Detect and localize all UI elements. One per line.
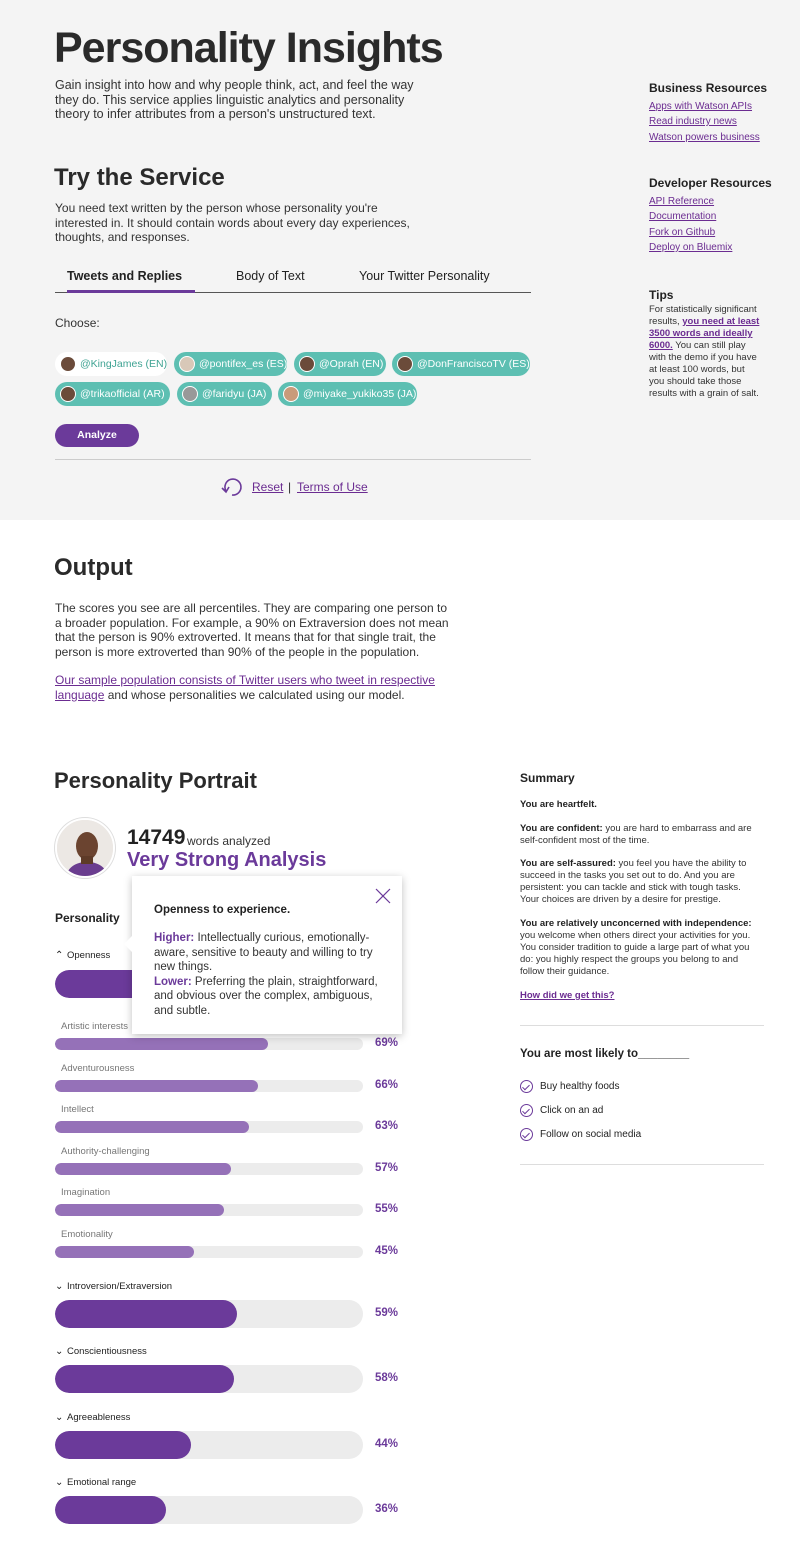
business-resources-title: Business Resources [649, 81, 768, 95]
likely-item [520, 1128, 641, 1141]
chip-faridyu[interactable] [177, 382, 272, 406]
words-analyzed-label: words analyzed [187, 834, 271, 848]
avatar [179, 356, 195, 372]
trait-header[interactable] [55, 1412, 130, 1423]
summary-heartfelt [520, 799, 760, 811]
facet-label: Intellect [61, 1104, 94, 1116]
chevron-down-icon: ⌄ [55, 1281, 64, 1292]
avatar [283, 386, 299, 402]
lower-label: Lower: [154, 975, 192, 988]
chevron-down-icon: ⌄ [55, 1476, 64, 1488]
check-circle-icon [520, 1080, 533, 1093]
facet-bar-fill [55, 1246, 194, 1258]
analysis-strength: Very Strong Analysis [127, 849, 327, 871]
trait-percent: 36% [375, 1502, 399, 1515]
facet-bar-fill [55, 1038, 268, 1050]
tab-tweets-and-replies[interactable]: Tweets and Replies [67, 269, 183, 283]
chip-miyake-yukiko35[interactable] [278, 382, 417, 406]
page-title: Personality Insights [54, 24, 443, 72]
chip-label: @DonFranciscoTV (ES) [417, 358, 530, 370]
trait-label: Agreeableness [67, 1411, 131, 1423]
facet-label: Artistic interests [61, 1021, 129, 1032]
output-description: The scores you see are all percentiles. They are comparing one person to a broader population. For example, a 90% on Extraversion does not mean that the person is 90% extroverted. It means that for that single trait, the person is more extroverted than 90% of the people in the population. [55, 601, 449, 659]
personality-portrait-title: Personality Portrait [54, 768, 257, 793]
reset-link[interactable]: Reset [252, 480, 284, 494]
facet-bar-fill [55, 1080, 258, 1092]
facet-bar[interactable] [55, 1163, 363, 1175]
avatar [55, 818, 115, 878]
summary-independence [520, 918, 760, 978]
trait-percent: 58% [375, 1372, 399, 1385]
chip-kingjames[interactable] [55, 352, 167, 376]
chip-label: @miyake_yukiko35 (JA) [303, 388, 417, 400]
chevron-up-icon: ⌃ [55, 950, 64, 961]
facet-bar[interactable] [55, 1121, 363, 1133]
trait-header[interactable] [55, 1281, 172, 1292]
summary-confident [520, 823, 760, 847]
summary-title: Summary [520, 771, 575, 785]
output-population-note [55, 673, 455, 702]
link-fork-on-github[interactable]: Fork on Github [649, 227, 716, 238]
trait-bar-fill [55, 1300, 237, 1328]
link-deploy-on-bluemix[interactable]: Deploy on Bluemix [649, 242, 733, 253]
facet-label: Emotionality [61, 1229, 113, 1240]
chip-label: @trikaofficial (AR) [80, 388, 165, 400]
avatar [299, 356, 315, 372]
tips-text [649, 304, 761, 400]
link-watson-powers-business[interactable]: Watson powers business [649, 132, 760, 143]
link-api-reference[interactable]: API Reference [649, 196, 715, 207]
trait-bar[interactable] [55, 1431, 363, 1459]
trait-bar[interactable] [55, 1365, 363, 1393]
trait-header[interactable] [55, 1346, 147, 1357]
population-note-rest: and whose personalities we calculated using our model. [104, 687, 405, 702]
words-count: 14749 [127, 826, 186, 849]
link-separator: | [288, 480, 292, 494]
facet-percent: 69% [375, 1037, 399, 1049]
facet-label: Adventurousness [61, 1062, 135, 1074]
chip-label: @KingJames (EN) [80, 358, 168, 370]
link-read-industry-news[interactable]: Read industry news [649, 116, 737, 127]
facet-percent: 63% [375, 1120, 399, 1133]
trait-bar-fill [55, 1365, 234, 1393]
summary-p1: You are heartfelt. [520, 799, 597, 810]
try-service-description: You need text written by the person whose personality you're interested in. It should contain words about every day experiences, thoughts, and responses. [55, 201, 410, 244]
chip-label: @faridyu (JA) [202, 388, 267, 400]
tips-pre: For statistically significant results, [649, 304, 757, 327]
facet-percent: 57% [375, 1161, 399, 1174]
close-icon[interactable] [375, 888, 391, 904]
personality-label: Personality [55, 911, 120, 925]
chip-donfranciscotv[interactable] [392, 352, 530, 376]
summary-p4-bold: You are relatively unconcerned with independence: [520, 918, 752, 929]
chip-label: @pontifex_es (ES) [199, 358, 288, 370]
summary-self-assured [520, 858, 760, 906]
avatar [397, 356, 413, 372]
trait-label: Conscientiousness [67, 1346, 147, 1358]
summary-p4: you welcome when others direct your activities for you. You consider tradition to guide a large part of what you do: you highly respect the groups you belong to and follow their guidance. [520, 930, 751, 977]
reset-icon[interactable] [220, 477, 244, 497]
divider [55, 459, 531, 460]
likely-label: Buy healthy foods [540, 1081, 620, 1093]
active-tab-indicator [67, 290, 195, 293]
most-likely-title: You are most likely to________ [520, 1048, 690, 1060]
trait-header-openness[interactable] [55, 950, 110, 961]
tips-post: You can still play with the demo if you have at least 100 words, but you should take those results with a grain of salt. [649, 340, 759, 399]
facet-bar-fill [55, 1121, 249, 1133]
trait-label: Introversion/Extraversion [67, 1281, 173, 1292]
link-documentation[interactable]: Documentation [649, 211, 717, 222]
facet-bar[interactable] [55, 1204, 363, 1216]
trait-label: Openness [67, 950, 111, 961]
likely-item [520, 1104, 603, 1117]
higher-text: Intellectually curious, emotionally-aware, sensitive to beauty and willing to try new things. [154, 932, 373, 973]
analyze-button[interactable]: Analyze [55, 424, 139, 447]
how-did-we-get-this-link[interactable]: How did we get this? [520, 990, 615, 1001]
divider [520, 1025, 764, 1026]
trait-percent: 44% [375, 1437, 399, 1450]
avatar [182, 386, 198, 402]
facet-percent: 55% [375, 1203, 399, 1216]
chip-label: @Oprah (EN) [319, 358, 384, 370]
trait-bar-fill [55, 1431, 191, 1459]
chip-trikaofficial[interactable] [55, 382, 170, 406]
try-service-title: Try the Service [54, 164, 225, 191]
facet-label: Authority-challenging [61, 1145, 150, 1157]
input-tabs [55, 262, 531, 293]
facet-label: Imagination [61, 1187, 111, 1199]
facet-bar[interactable] [55, 1246, 363, 1258]
sample-population-link[interactable]: Our sample population consists of Twitter users who tweet in respective language [55, 673, 435, 702]
trait-tooltip [132, 876, 402, 1034]
chip-oprah[interactable] [294, 352, 386, 376]
tips-title: Tips [649, 288, 674, 302]
trait-bar[interactable] [55, 1496, 363, 1524]
trait-percent: 59% [375, 1307, 399, 1319]
summary-p2-bold: You are confident: [520, 823, 603, 834]
tab-your-twitter-personality[interactable]: Your Twitter Personality [359, 269, 490, 283]
likely-item [520, 1080, 620, 1093]
trait-header[interactable] [55, 1477, 136, 1488]
lower-text: Preferring the plain, straightforward, and obvious over the complex, ambiguous, and subtle. [154, 975, 378, 1017]
output-title: Output [54, 554, 133, 581]
facet-percent: 45% [375, 1245, 399, 1257]
tips-highlight: you need at least 3500 words and ideally 6000. [649, 316, 760, 351]
likely-label: Follow on social media [540, 1129, 642, 1141]
tooltip-title: Openness to experience. [154, 904, 291, 916]
summary-p2: you are hard to embarrass and are self-confident most of the time. [520, 823, 752, 846]
likely-label: Click on an ad [540, 1105, 604, 1117]
avatar [60, 356, 76, 372]
summary-p3-bold: You are self-assured: [520, 858, 616, 869]
tab-body-of-text[interactable]: Body of Text [236, 269, 305, 283]
trait-label: Emotional range [67, 1476, 137, 1488]
link-apps-with-watson[interactable]: Apps with Watson APIs [649, 101, 753, 112]
facet-bar-fill [55, 1163, 231, 1175]
intro-text: Gain insight into how and why people think, act, and feel the way they do. This service applies linguistic analytics and personality theory to infer attributes from a person's unstructured text. [55, 78, 414, 121]
chip-pontifex[interactable] [174, 352, 287, 376]
check-circle-icon [520, 1104, 533, 1117]
summary-p3: you feel you have the ability to succeed in the tasks you set out to do. And you are persistent: you can tackle and stick with tough tasks. Your choices are driven by a desire for prestige. [520, 858, 747, 905]
chevron-down-icon: ⌄ [55, 1411, 64, 1423]
facet-bar[interactable] [55, 1038, 363, 1050]
facet-bar[interactable] [55, 1080, 363, 1092]
check-circle-icon [520, 1128, 533, 1141]
avatar [60, 386, 76, 402]
choose-label: Choose: [55, 316, 100, 330]
tooltip-body [154, 931, 382, 1018]
terms-of-use-link[interactable]: Terms of Use [297, 480, 368, 494]
divider [520, 1164, 764, 1165]
facet-percent: 66% [375, 1078, 399, 1091]
tooltip-arrow [124, 936, 132, 952]
chevron-down-icon: ⌄ [55, 1346, 64, 1358]
trait-bar[interactable] [55, 1300, 363, 1328]
developer-resources-title: Developer Resources [649, 176, 772, 190]
portrait-photo [57, 820, 115, 878]
higher-label: Higher: [154, 932, 195, 944]
trait-bar-fill [55, 1496, 166, 1524]
facet-bar-fill [55, 1204, 224, 1216]
